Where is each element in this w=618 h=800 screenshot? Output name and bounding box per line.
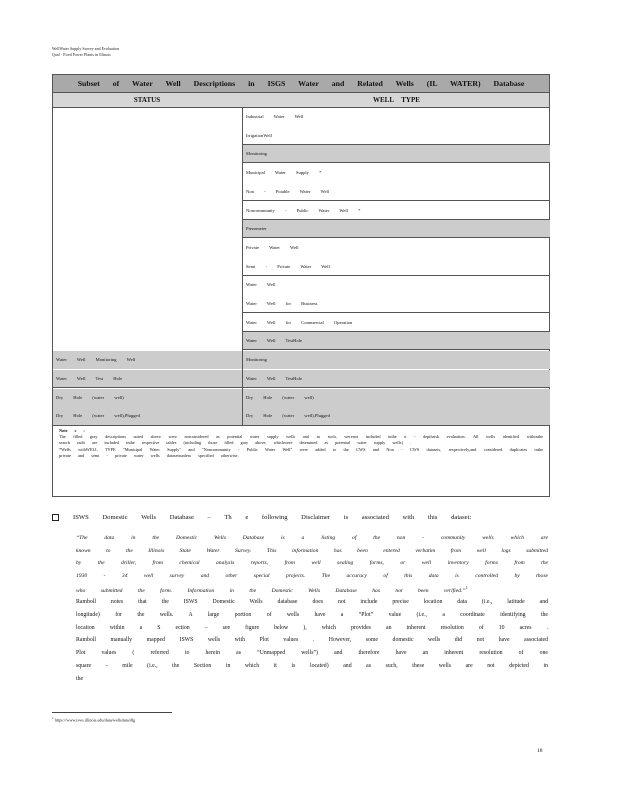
well-type-row: Piezometer <box>243 220 550 238</box>
well-type-row: Noncommunity - Public Water Well * <box>243 202 550 220</box>
header-line-1: WellWater Supply Survey and Evaluation <box>52 47 120 51</box>
notes-paragraph-1: The filled gray descriptions noted above were notconsidered as potential water supply wells and as such, werenot included inthe n - depthrisk evaluation. All wells identified withinthe search radii are included inthe respective tables (including those filled gray above, whichwere detemined as potential water supply wells) . <box>59 434 543 446</box>
well-type-row: Dry Hole (water well) <box>243 389 550 407</box>
page-number: 18 <box>537 748 543 754</box>
disclaimer-quote <box>76 532 548 598</box>
footnote-link[interactable]: https://www.isws.illinois.edu/data/wellsdata/dlg <box>54 717 136 723</box>
notes-paragraph-2: *Wells withWELL TYPE "Municipal Water Supply" and "Noncommunity - Public Water Well" were added to the CWS and Non - CWS datasets, respectively,and considered duplicates inthe private and semi - private water wells datasetsunless specified otherwise. <box>59 446 543 458</box>
well-type-row: Monitoring <box>243 351 550 369</box>
well-type-row: Semi - Private Water Well <box>243 258 550 276</box>
square-bullet-icon <box>52 514 59 521</box>
notes-heading: Note s : <box>59 428 85 433</box>
well-type-column-header: WELL TYPE <box>373 96 420 104</box>
well-type-row: Water Well <box>246 282 276 288</box>
well-type-row: Private Water Well <box>246 244 299 250</box>
table-column-headers <box>52 93 550 108</box>
table-title: Subset of Water Well Descriptions in ISGS Water and Related Wells (IL WATER) Database <box>52 74 550 93</box>
well-type-row: Water Well TestHole <box>243 370 550 388</box>
well-type-row: IrrigationWell <box>243 127 550 145</box>
well-type-row: Industrial Water Well <box>246 114 304 119</box>
well-type-row: Water Well for Commercial Operation <box>243 314 550 332</box>
well-type-row: Non - Potable Water Well <box>243 183 550 201</box>
footnote-ref[interactable]: 1 <box>465 585 468 591</box>
section-heading-text: ISWS Domestic Wells Database – Th e following Disclaimer is associated with this dataset: <box>73 514 472 522</box>
status-row: Water Well Test Hole <box>53 370 242 388</box>
well-type-row: Dry Hole (water well),Plugged <box>243 407 550 425</box>
status-row: Dry Hole (water well),Plugged <box>53 407 242 425</box>
well-descriptions-table <box>52 108 550 426</box>
disclaimer-text: “The data in the Domestic Wells Database is a listing of the non - community wells which are known to the Illinois State Water Survey. This information has been entered verbatim from well logs submitted by the driller, from chemical analysis reports, from well sealing forms, or well inventory forms from the 1930 - 34 well survey and other special projects. The accuracy of this data is controlled by those who submitted the form. Information in the Domestic Wells Database has not been verified.” <box>76 535 548 595</box>
status-row: Dry Hole (water well) <box>53 389 242 407</box>
header-line-2: Qual - Fired Power Plants in Illinois <box>52 53 111 57</box>
status-row: Water Well Monitoring Well <box>53 351 242 369</box>
status-column-header: STATUS <box>133 96 161 104</box>
well-type-row: Monitoring <box>243 145 550 163</box>
table-notes <box>52 426 550 497</box>
body-paragraph: Ramboll notes that the ISWS Domestic Wells database does not include precise location data (i.e., latitude and longitude) for the wells. A large portion of wells have a “Plot” value (i.e., a coordinate identifying the location within a S ection – see figure below ), which provides an inherent resolution of 10 acres . Ramboll manually mapped ISWS wells with Plot values . However, some domestic wells did not have associated Plot values ( referred to herein as “Unmapped wells”) and therefore have an inherent resolution of one square - mile (i.e., the Section in which it is located) and as such, these wells are not depicted in the <box>76 599 548 682</box>
footnote <box>52 716 135 722</box>
well-type-row: Water Well for Business <box>243 295 550 313</box>
well-type-row: Water Well TestHole <box>243 332 550 350</box>
well-type-row: Municipal Water Supply * <box>246 170 322 176</box>
section-heading <box>52 514 471 521</box>
footnote-number: 1 <box>52 716 54 720</box>
footnote-divider <box>52 712 172 713</box>
